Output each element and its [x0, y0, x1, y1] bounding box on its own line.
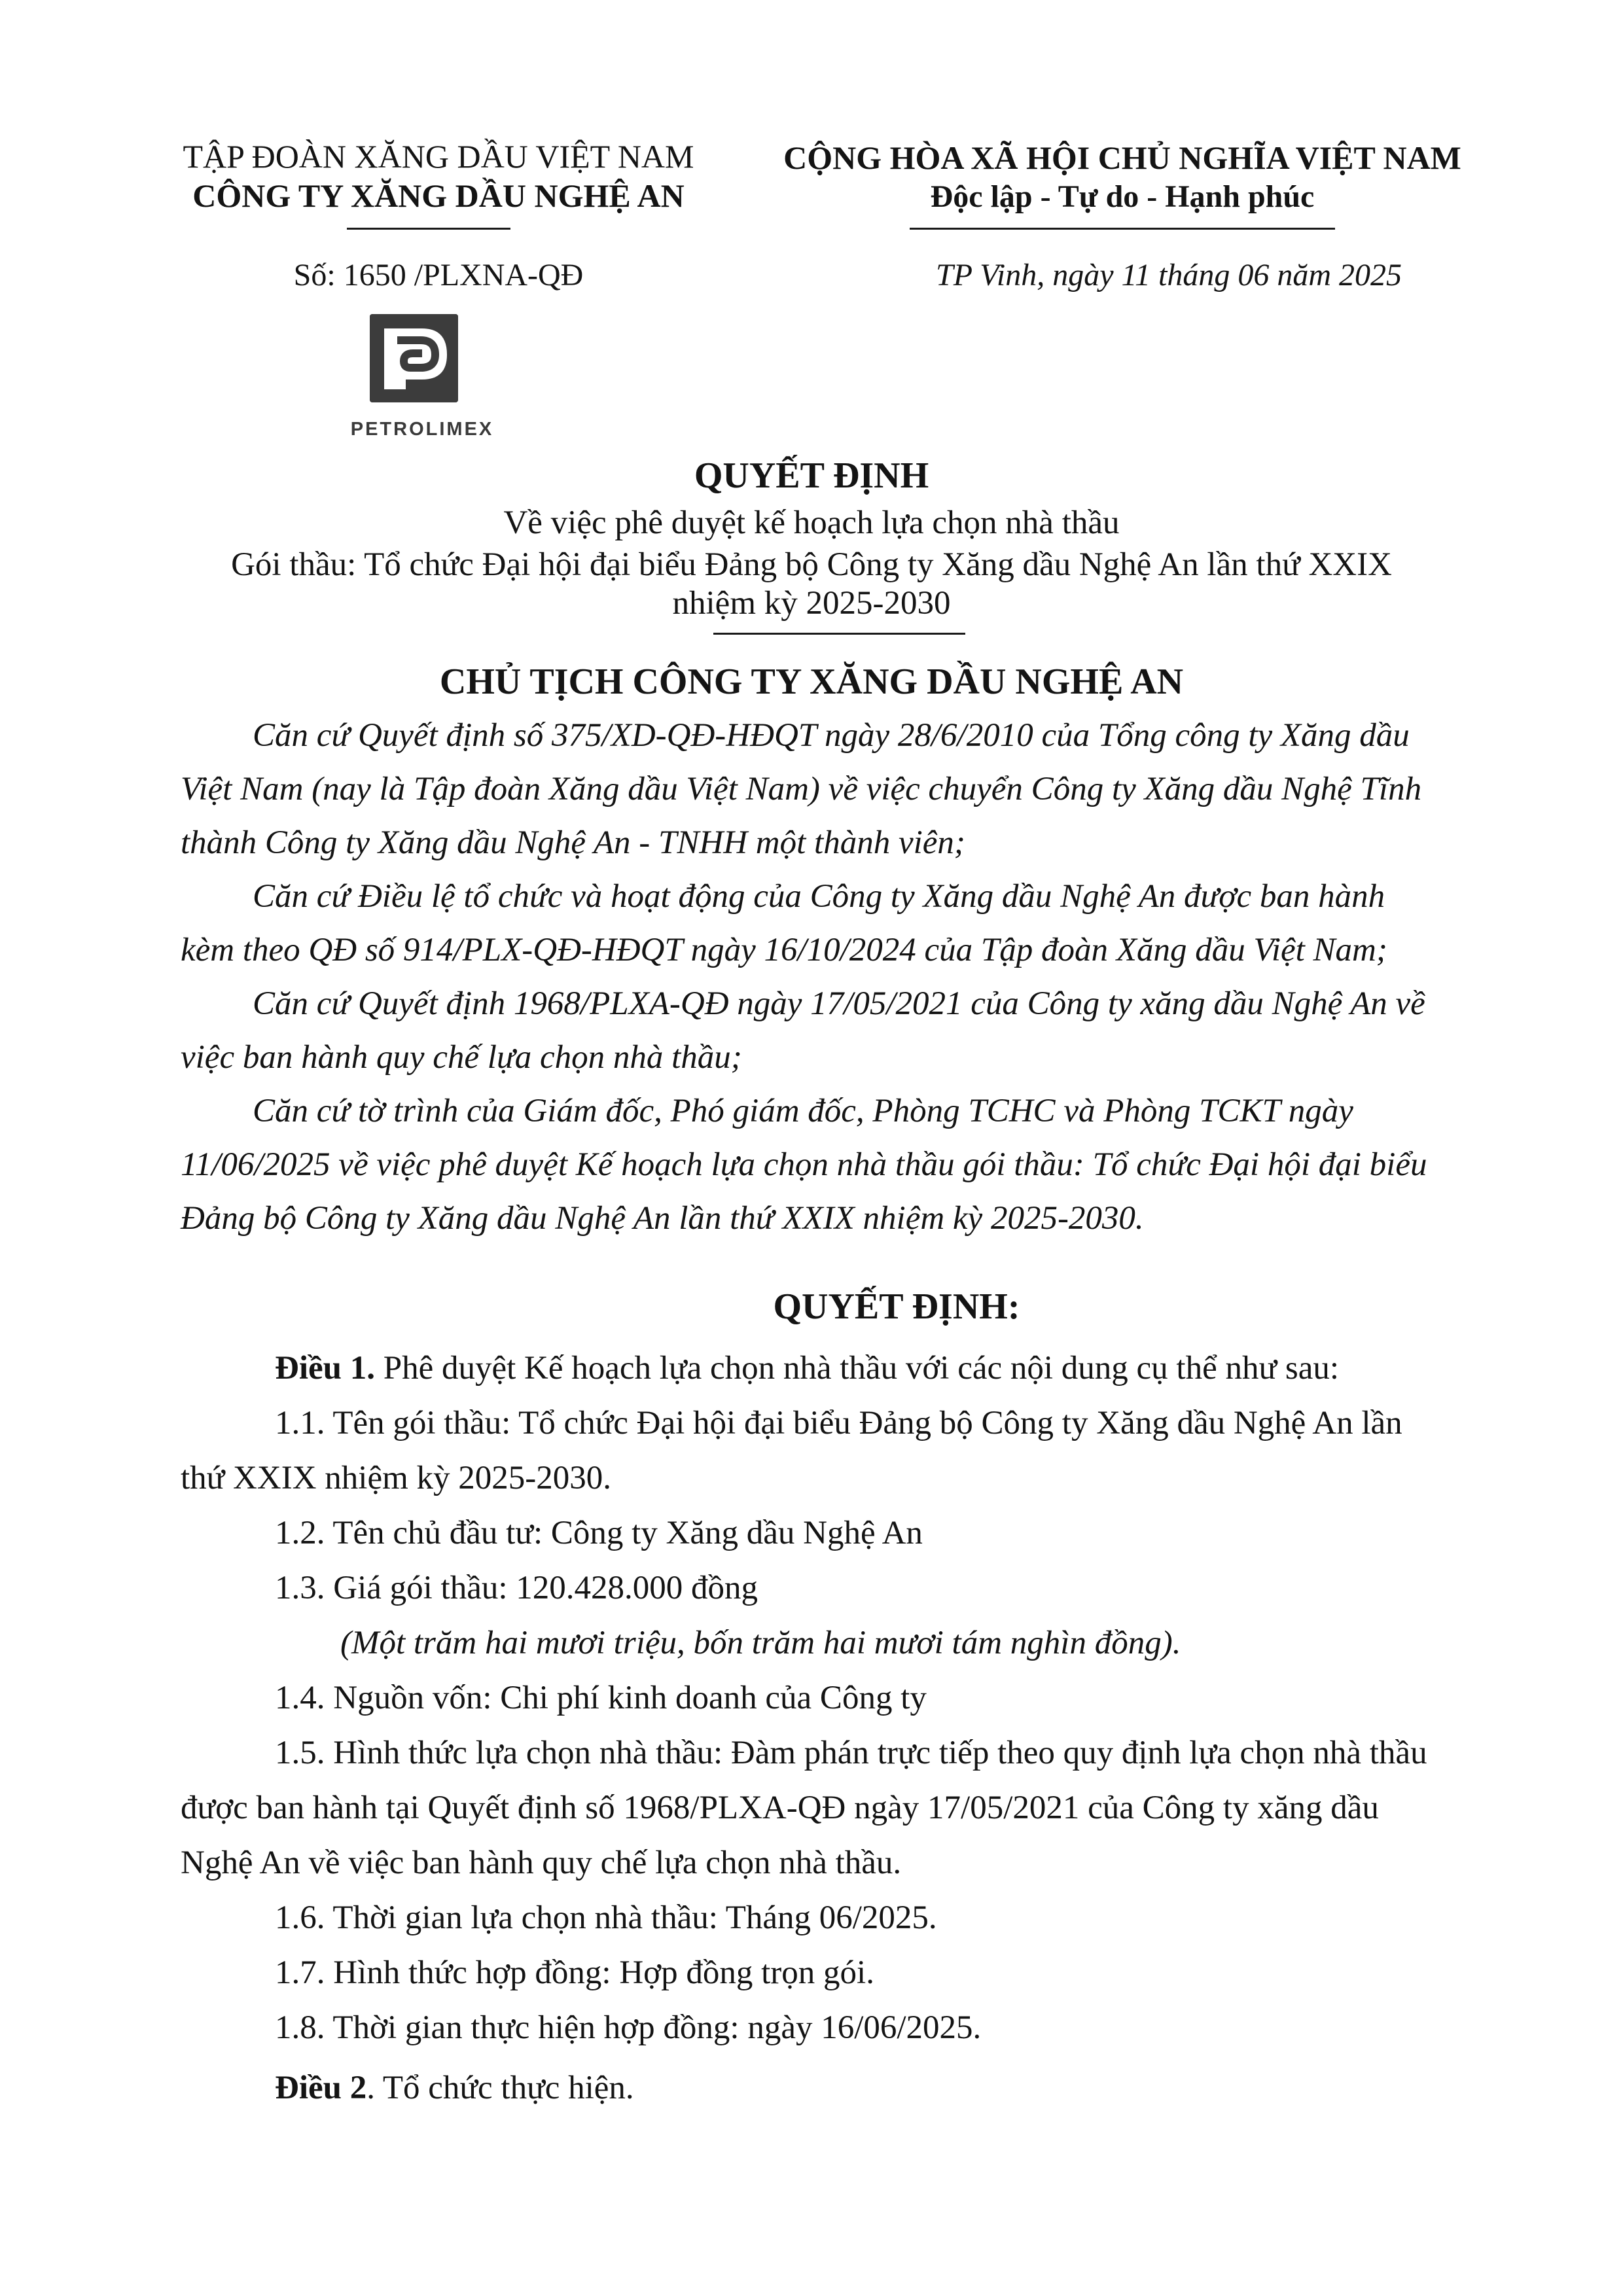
item-1-2: 1.2. Tên chủ đầu tư: Công ty Xăng dầu Nghệ An [275, 1515, 923, 1551]
national-motto: Độc lập - Tự do - Hạnh phúc [930, 179, 1315, 214]
item-1-6: 1.6. Thời gian lựa chọn nhà thầu: Tháng 06/2025. [275, 1899, 937, 1936]
basis-1-line-1: Căn cứ Quyết định số 375/XD-QĐ-HĐQT ngày 28/6/2010 của Tổng công ty Xăng dầu [253, 717, 1410, 754]
logo-wordmark: PETROLIMEX [350, 419, 494, 440]
title-subject-line-1: Về việc phê duyệt kế hoạch lựa chọn nhà thầu [503, 504, 1120, 541]
basis-4-line-2: 11/06/2025 về việc phê duyệt Kế hoạch lựa chọn nhà thầu gói thầu: Tổ chức Đại hội đại biểu [181, 1146, 1427, 1183]
document-title: QUYẾT ĐỊNH [694, 455, 929, 496]
country-name: CỘNG HÒA XÃ HỘI CHỦ NGHĨA VIỆT NAM [783, 139, 1461, 176]
document-number: Số: 1650 /PLXNA-QĐ [293, 258, 584, 292]
company-name: CÔNG TY XĂNG DẦU NGHỆ AN [192, 177, 685, 214]
article-1-heading [275, 1341, 1339, 1395]
decision-heading: QUYẾT ĐỊNH: [773, 1286, 1020, 1327]
title-subject-line-2: Gói thầu: Tổ chức Đại hội đại biểu Đảng bộ Công ty Xăng dầu Nghệ An lần thứ XXIX [231, 546, 1392, 583]
article-2-text: . Tổ chức thực hiện. [366, 2070, 634, 2106]
item-1-5-line-3: Nghệ An về việc ban hành quy chế lựa chọn nhà thầu. [181, 1845, 902, 1881]
petrolimex-logo-icon [370, 314, 458, 402]
item-1-3: 1.3. Giá gói thầu: 120.428.000 đồng [275, 1570, 758, 1606]
basis-4-line-1: Căn cứ tờ trình của Giám đốc, Phó giám đốc, Phòng TCHC và Phòng TCKT ngày [253, 1093, 1353, 1129]
item-1-3-amount-in-words: (Một trăm hai mươi triệu, bốn trăm hai mươi tám nghìn đồng). [340, 1625, 1181, 1661]
item-1-8: 1.8. Thời gian thực hiện hợp đồng: ngày 16/06/2025. [275, 2009, 982, 2046]
basis-2-line-2: kèm theo QĐ số 914/PLX-QĐ-HĐQT ngày 16/10/2024 của Tập đoàn Xăng dầu Việt Nam; [181, 932, 1387, 968]
issuing-authority: CHỦ TỊCH CÔNG TY XĂNG DẦU NGHỆ AN [439, 662, 1184, 702]
basis-1-line-3: thành Công ty Xăng dầu Nghệ An - TNHH một thành viên; [181, 824, 965, 861]
basis-4-line-3: Đảng bộ Công ty Xăng dầu Nghệ An lần thứ XXIX nhiệm kỳ 2025-2030. [181, 1200, 1144, 1237]
item-1-5-line-2: được ban hành tại Quyết định số 1968/PLXA-QĐ ngày 17/05/2021 của Công ty xăng dầu [181, 1790, 1379, 1826]
parent-org-name: TẬP ĐOÀN XĂNG DẦU VIỆT NAM [183, 138, 694, 175]
place-and-date: TP Vinh, ngày 11 tháng 06 năm 2025 [936, 258, 1402, 292]
title-subject-line-3: nhiệm kỳ 2025-2030 [672, 585, 951, 622]
item-1-7: 1.7. Hình thức hợp đồng: Hợp đồng trọn gói. [275, 1954, 874, 1991]
basis-1-line-2: Việt Nam (nay là Tập đoàn Xăng dầu Việt Nam) về việc chuyển Công ty Xăng dầu Nghệ Tĩnh [181, 771, 1422, 807]
article-1-label: Điều 1. [275, 1350, 375, 1386]
article-2-heading [275, 2061, 634, 2115]
article-2-label: Điều 2 [275, 2070, 367, 2106]
header-right-divider [910, 228, 1335, 230]
item-1-1-line-2: thứ XXIX nhiệm kỳ 2025-2030. [181, 1460, 611, 1496]
item-1-4: 1.4. Nguồn vốn: Chi phí kinh doanh của Công ty [275, 1680, 927, 1716]
basis-3-line-1: Căn cứ Quyết định 1968/PLXA-QĐ ngày 17/05/2021 của Công ty xăng dầu Nghệ An về [253, 985, 1425, 1022]
article-1-text: Phê duyệt Kế hoạch lựa chọn nhà thầu với các nội dung cụ thể như sau: [375, 1350, 1340, 1386]
item-1-5-line-1: 1.5. Hình thức lựa chọn nhà thầu: Đàm phán trực tiếp theo quy định lựa chọn nhà thầu [275, 1735, 1427, 1771]
basis-2-line-1: Căn cứ Điều lệ tổ chức và hoạt động của Công ty Xăng dầu Nghệ An được ban hành [253, 878, 1385, 915]
basis-3-line-2: việc ban hành quy chế lựa chọn nhà thầu; [181, 1039, 742, 1076]
header-left-divider [347, 228, 510, 230]
title-divider [713, 633, 965, 635]
item-1-1-line-1: 1.1. Tên gói thầu: Tổ chức Đại hội đại biểu Đảng bộ Công ty Xăng dầu Nghệ An lần [275, 1405, 1402, 1441]
